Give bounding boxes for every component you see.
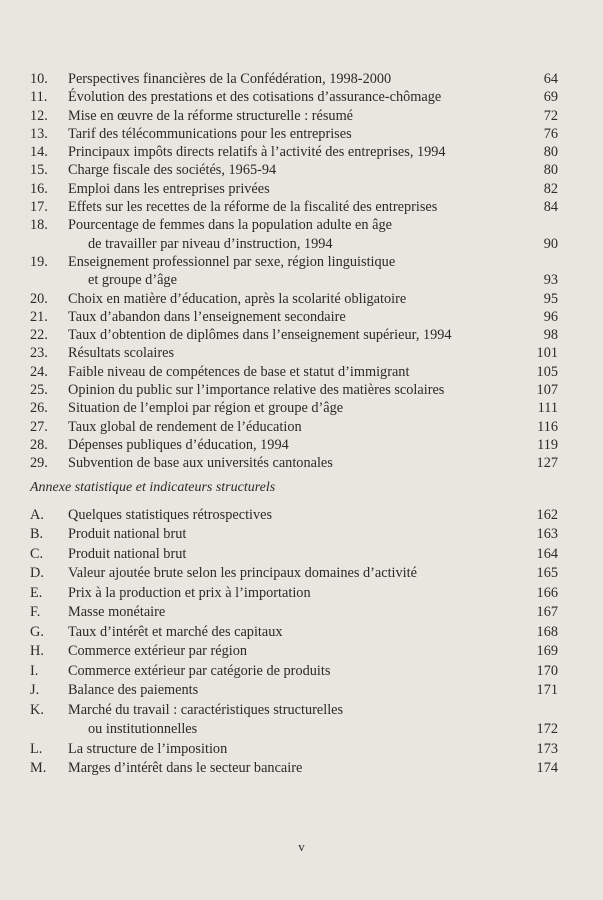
entry-title-line: Charge fiscale des sociétés, 1965-94 bbox=[68, 162, 277, 179]
entry-title-line: Emploi dans les entreprises privées bbox=[68, 180, 270, 197]
annex-entry bbox=[30, 525, 558, 545]
entry-title-continuation: de travailler par niveau d’instruction, 1994 bbox=[88, 235, 333, 252]
entry-title-line: Masse monétaire bbox=[68, 604, 166, 621]
entry-page-number: 164 bbox=[536, 545, 558, 562]
entry-title bbox=[68, 506, 514, 526]
entry-number: 12. bbox=[30, 107, 48, 124]
toc-entry bbox=[30, 180, 558, 198]
entry-number: 22. bbox=[30, 327, 48, 344]
entry-title bbox=[68, 681, 514, 701]
entry-title bbox=[68, 603, 514, 623]
toc-entry bbox=[30, 216, 558, 253]
entry-title bbox=[68, 642, 514, 662]
entry-title bbox=[68, 701, 514, 740]
entry-title-line: Pourcentage de femmes dans la population adulte en âge bbox=[68, 217, 392, 234]
entry-page-number: 80 bbox=[543, 144, 558, 161]
entry-title-line: Principaux impôts directs relatifs à l’activité des entreprises, 1994 bbox=[68, 144, 446, 161]
toc-entry bbox=[30, 326, 558, 344]
toc-entry bbox=[30, 143, 558, 161]
entry-page-number: 174 bbox=[536, 760, 558, 777]
entry-page-number: 127 bbox=[536, 455, 558, 472]
entry-title-line: Tarif des télécommunications pour les entreprises bbox=[68, 125, 352, 142]
entry-page-number: 84 bbox=[543, 199, 558, 216]
entry-title bbox=[68, 759, 514, 779]
entry-title-line: Choix en matière d’éducation, après la scolarité obligatoire bbox=[68, 290, 407, 307]
entry-title bbox=[68, 290, 514, 308]
entry-page-number: 116 bbox=[537, 418, 558, 435]
entry-title bbox=[68, 216, 514, 253]
entry-page-number: 107 bbox=[536, 382, 558, 399]
toc-entry bbox=[30, 253, 558, 290]
entry-page-number: 82 bbox=[543, 180, 558, 197]
entry-title-line: Prix à la production et prix à l’importation bbox=[68, 584, 311, 601]
entry-number: D. bbox=[30, 565, 44, 582]
entry-title bbox=[68, 564, 514, 584]
entry-title bbox=[68, 545, 514, 565]
entry-title-line: Mise en œuvre de la réforme structurelle : résumé bbox=[68, 107, 354, 124]
table-of-contents bbox=[30, 70, 558, 779]
entry-number: E. bbox=[30, 584, 43, 601]
entry-page-number: 163 bbox=[536, 526, 558, 543]
entry-number: 21. bbox=[30, 308, 48, 325]
annex-entry bbox=[30, 584, 558, 604]
toc-entry bbox=[30, 381, 558, 399]
entry-number: 27. bbox=[30, 418, 48, 435]
entry-number: 11. bbox=[30, 89, 48, 106]
entry-number: 23. bbox=[30, 345, 48, 362]
entry-number: A. bbox=[30, 506, 44, 523]
entry-page-number: 105 bbox=[536, 363, 558, 380]
toc-entry bbox=[30, 70, 558, 88]
toc-entry bbox=[30, 418, 558, 436]
entry-page-number: 72 bbox=[543, 107, 558, 124]
entry-number: 14. bbox=[30, 144, 48, 161]
entry-title bbox=[68, 70, 514, 88]
entry-number: 17. bbox=[30, 199, 48, 216]
entry-title-line: Subvention de base aux universités cantonales bbox=[68, 455, 333, 472]
annex-entry bbox=[30, 740, 558, 760]
toc-entry bbox=[30, 125, 558, 143]
entry-title-line: Commerce extérieur par catégorie de produits bbox=[68, 662, 331, 679]
entry-number: 16. bbox=[30, 180, 48, 197]
annex-entry bbox=[30, 506, 558, 526]
figures-list bbox=[30, 70, 558, 473]
entry-title bbox=[68, 436, 514, 454]
entry-page-number: 119 bbox=[537, 436, 558, 453]
entry-title-continuation: et groupe d’âge bbox=[88, 272, 177, 289]
annex-entry bbox=[30, 545, 558, 565]
entry-title-line: Faible niveau de compétences de base et statut d’immigrant bbox=[68, 363, 410, 380]
entry-title bbox=[68, 525, 514, 545]
entry-page-number: 101 bbox=[536, 345, 558, 362]
annex-heading: Annexe statistique et indicateurs structurels bbox=[30, 479, 276, 495]
page-folio: v bbox=[298, 839, 305, 854]
entry-title-line: Effets sur les recettes de la réforme de la fiscalité des entreprises bbox=[68, 199, 438, 216]
entry-number: H. bbox=[30, 643, 44, 660]
entry-title bbox=[68, 363, 514, 381]
toc-entry bbox=[30, 308, 558, 326]
toc-entry bbox=[30, 344, 558, 362]
entry-title-line: Évolution des prestations et des cotisations d’assurance-chômage bbox=[68, 89, 442, 106]
entry-number: 24. bbox=[30, 363, 48, 380]
entry-page-number: 93 bbox=[543, 272, 558, 289]
entry-title-line: Taux d’abandon dans l’enseignement secondaire bbox=[68, 308, 346, 325]
entry-number: 13. bbox=[30, 125, 48, 142]
entry-title bbox=[68, 381, 514, 399]
toc-entry bbox=[30, 399, 558, 417]
entry-title bbox=[68, 107, 514, 125]
entry-title-line: Marges d’intérêt dans le secteur bancaire bbox=[68, 760, 303, 777]
entry-title bbox=[68, 454, 514, 472]
annex-entry bbox=[30, 662, 558, 682]
entry-title-line: Opinion du public sur l’importance relative des matières scolaires bbox=[68, 382, 445, 399]
entry-title-line: Situation de l’emploi par région et groupe d’âge bbox=[68, 400, 344, 417]
entry-page-number: 172 bbox=[536, 721, 558, 738]
entry-page-number: 80 bbox=[543, 162, 558, 179]
annex-entry bbox=[30, 564, 558, 584]
entry-page-number: 171 bbox=[536, 682, 558, 699]
entry-title-line: Balance des paiements bbox=[68, 682, 199, 699]
entry-number: I. bbox=[30, 662, 39, 679]
entry-number: J. bbox=[30, 682, 40, 699]
entry-title bbox=[68, 662, 514, 682]
annex-entry bbox=[30, 759, 558, 779]
entry-title bbox=[68, 88, 514, 106]
entry-number: 18. bbox=[30, 217, 48, 234]
entry-title bbox=[68, 180, 514, 198]
entry-title-line: La structure de l’imposition bbox=[68, 740, 228, 757]
toc-entry bbox=[30, 290, 558, 308]
entry-page-number: 111 bbox=[537, 400, 558, 417]
entry-number: F. bbox=[30, 604, 41, 621]
entry-title bbox=[68, 584, 514, 604]
toc-entry bbox=[30, 436, 558, 454]
entry-title bbox=[68, 143, 514, 161]
entry-page-number: 98 bbox=[543, 327, 558, 344]
entry-title bbox=[68, 344, 514, 362]
annex-entry bbox=[30, 701, 558, 740]
entry-title-line: Taux global de rendement de l’éducation bbox=[68, 418, 302, 435]
entry-page-number: 166 bbox=[536, 584, 558, 601]
entry-title-line: Résultats scolaires bbox=[68, 345, 175, 362]
entry-title-line: Produit national brut bbox=[68, 526, 187, 543]
entry-page-number: 169 bbox=[536, 643, 558, 660]
entry-page-number: 96 bbox=[543, 308, 558, 325]
entry-page-number: 167 bbox=[536, 604, 558, 621]
entry-title bbox=[68, 740, 514, 760]
entry-number: 15. bbox=[30, 162, 48, 179]
entry-number: G. bbox=[30, 623, 44, 640]
entry-page-number: 69 bbox=[543, 89, 558, 106]
entry-number: 28. bbox=[30, 436, 48, 453]
annex-list bbox=[30, 506, 558, 779]
entry-title-continuation: ou institutionnelles bbox=[88, 721, 198, 738]
entry-title bbox=[68, 326, 514, 344]
entry-page-number: 165 bbox=[536, 565, 558, 582]
entry-page-number: 90 bbox=[543, 235, 558, 252]
toc-entry bbox=[30, 161, 558, 179]
entry-title bbox=[68, 125, 514, 143]
entry-number: K. bbox=[30, 701, 44, 718]
entry-page-number: 162 bbox=[536, 506, 558, 523]
entry-number: L. bbox=[30, 740, 43, 757]
entry-title-line: Taux d’intérêt et marché des capitaux bbox=[68, 623, 283, 640]
entry-title-line: Marché du travail : caractéristiques structurelles bbox=[68, 701, 344, 718]
entry-title-line: Commerce extérieur par région bbox=[68, 643, 248, 660]
toc-entry bbox=[30, 107, 558, 125]
entry-title-line: Dépenses publiques d’éducation, 1994 bbox=[68, 436, 289, 453]
entry-title-line: Produit national brut bbox=[68, 545, 187, 562]
entry-title-line: Valeur ajoutée brute selon les principaux domaines d’activité bbox=[68, 565, 417, 582]
entry-number: B. bbox=[30, 526, 44, 543]
entry-page-number: 64 bbox=[543, 71, 558, 87]
entry-number: 29. bbox=[30, 455, 48, 472]
entry-number: 25. bbox=[30, 382, 48, 399]
entry-page-number: 168 bbox=[536, 623, 558, 640]
entry-title-line: Perspectives financières de la Confédération, 1998-2000 bbox=[68, 71, 392, 87]
annex-entry bbox=[30, 681, 558, 701]
entry-title bbox=[68, 308, 514, 326]
toc-entry bbox=[30, 363, 558, 381]
entry-number: 26. bbox=[30, 400, 48, 417]
entry-number: M. bbox=[30, 760, 47, 777]
entry-number: C. bbox=[30, 545, 44, 562]
entry-title-line: Quelques statistiques rétrospectives bbox=[68, 506, 273, 523]
entry-title bbox=[68, 623, 514, 643]
entry-title bbox=[68, 399, 514, 417]
entry-title bbox=[68, 161, 514, 179]
toc-entry bbox=[30, 454, 558, 472]
entry-number: 20. bbox=[30, 290, 48, 307]
entry-page-number: 76 bbox=[543, 125, 558, 142]
entry-page-number: 173 bbox=[536, 740, 558, 757]
entry-number: 19. bbox=[30, 253, 48, 270]
entry-page-number: 170 bbox=[536, 662, 558, 679]
entry-title bbox=[68, 418, 514, 436]
toc-entry bbox=[30, 88, 558, 106]
entry-title bbox=[68, 253, 514, 290]
annex-entry bbox=[30, 623, 558, 643]
entry-title-line: Taux d’obtention de diplômes dans l’enseignement supérieur, 1994 bbox=[68, 327, 452, 344]
entry-page-number: 95 bbox=[543, 290, 558, 307]
entry-title bbox=[68, 198, 514, 216]
toc-entry bbox=[30, 198, 558, 216]
entry-title-line: Enseignement professionnel par sexe, région linguistique bbox=[68, 253, 396, 270]
annex-entry bbox=[30, 642, 558, 662]
entry-number: 10. bbox=[30, 71, 48, 87]
annex-entry bbox=[30, 603, 558, 623]
